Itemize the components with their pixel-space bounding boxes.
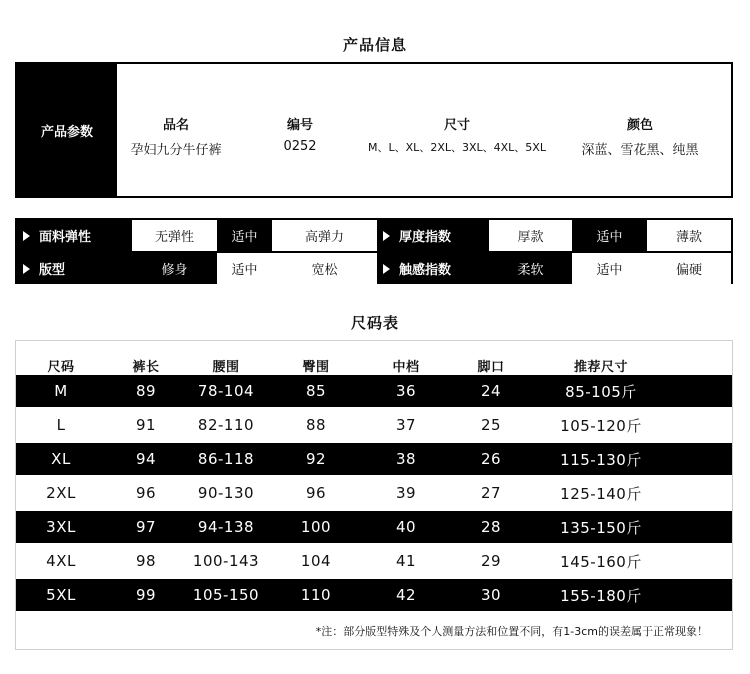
cell-rise: 42: [395, 586, 417, 604]
triangle-icon: [23, 264, 30, 274]
cell-hip: 92: [305, 450, 327, 468]
cell-size: 3XL: [46, 518, 76, 536]
cell-length: 96: [135, 484, 157, 502]
cell-rise: 37: [395, 416, 417, 434]
column-header: 尺码: [47, 359, 75, 375]
cell-hip: 110: [300, 586, 332, 604]
info-header-color: 颜色: [626, 118, 653, 133]
table-row: [16, 511, 732, 543]
table-row: [16, 545, 732, 577]
product-params-label: 产品参数: [17, 64, 117, 196]
size-table: [15, 340, 733, 650]
cell-size: L: [56, 416, 66, 434]
cell-hem: 25: [480, 416, 502, 434]
cell-rise: 41: [395, 552, 417, 570]
cell-waist: 90-130: [197, 484, 255, 502]
cell-recommended: 105-120斤: [560, 416, 642, 435]
size-chart-title: 尺码表: [350, 314, 399, 332]
cell-recommended: 115-130斤: [560, 450, 642, 469]
attr-option-selected: 修身: [132, 253, 217, 284]
cell-hem: 28: [480, 518, 502, 536]
column-header: 臀围: [302, 359, 330, 375]
table-row: [16, 579, 732, 611]
attr-option: 高弹力: [272, 220, 377, 251]
cell-waist: 82-110: [197, 416, 255, 434]
cell-hem: 26: [480, 450, 502, 468]
info-column-code: [255, 114, 345, 154]
column-header: 中档: [392, 359, 420, 375]
triangle-icon: [383, 231, 390, 241]
measurement-note: *注：部分版型特殊及个人测量方法和位置不同，有1-3cm的误差属于正常现象！: [315, 625, 708, 638]
info-header-code: 编号: [286, 118, 313, 133]
info-column-size: [362, 114, 552, 155]
cell-size: M: [54, 382, 68, 400]
cell-hem: 30: [480, 586, 502, 604]
cell-hem: 27: [480, 484, 502, 502]
cell-rise: 36: [395, 382, 417, 400]
info-header-size: 尺寸: [443, 118, 470, 133]
cell-rise: 40: [395, 518, 417, 536]
column-header: 裤长: [132, 359, 160, 375]
attr-option-selected: 柔软: [489, 253, 572, 284]
info-value-size: M、L、XL、2XL、3XL、4XL、5XL: [368, 141, 546, 154]
triangle-icon: [383, 264, 390, 274]
attr-option-selected: 适中: [572, 220, 647, 251]
info-header-name: 品名: [162, 118, 189, 133]
attr-label-fabric-elasticity: 面料弹性: [17, 220, 132, 251]
table-row: [16, 375, 732, 407]
attr-label-touch: 触感指数: [377, 253, 489, 284]
cell-length: 94: [135, 450, 157, 468]
cell-waist: 94-138: [197, 518, 255, 536]
cell-length: 89: [135, 382, 157, 400]
attr-label-fit: 版型: [17, 253, 132, 284]
cell-rise: 39: [395, 484, 417, 502]
cell-length: 97: [135, 518, 157, 536]
cell-waist: 78-104: [197, 382, 255, 400]
column-header: 脚口: [477, 359, 505, 375]
cell-size: 2XL: [46, 484, 76, 502]
product-info-title: 产品信息: [342, 36, 407, 54]
cell-recommended: 135-150斤: [560, 518, 642, 537]
cell-rise: 38: [395, 450, 417, 468]
cell-hip: 88: [305, 416, 327, 434]
attr-option: 适中: [572, 253, 647, 284]
product-info-box: [15, 62, 733, 198]
info-column-name: [121, 114, 231, 158]
cell-length: 98: [135, 552, 157, 570]
column-header: 推荐尺寸: [573, 359, 628, 375]
attr-option: 偏硬: [647, 253, 731, 284]
info-value-name: 孕妇九分牛仔裤: [130, 143, 222, 158]
cell-hip: 104: [300, 552, 332, 570]
attr-option-selected: 适中: [217, 220, 272, 251]
cell-size: XL: [51, 450, 71, 468]
attr-option: 宽松: [272, 253, 377, 284]
table-row: [16, 477, 732, 509]
cell-hip: 100: [300, 518, 332, 536]
attr-option: 适中: [217, 253, 272, 284]
info-value-code: 0252: [283, 139, 317, 154]
cell-hip: 96: [305, 484, 327, 502]
cell-waist: 86-118: [197, 450, 255, 468]
attr-option: 无弹性: [132, 220, 217, 251]
cell-recommended: 125-140斤: [560, 484, 642, 503]
cell-recommended: 145-160斤: [560, 552, 642, 571]
info-column-color: [565, 114, 715, 158]
cell-waist: 100-143: [192, 552, 260, 570]
cell-hem: 29: [480, 552, 502, 570]
attr-option: 厚款: [489, 220, 572, 251]
cell-length: 99: [135, 586, 157, 604]
cell-waist: 105-150: [192, 586, 260, 604]
cell-length: 91: [135, 416, 157, 434]
cell-recommended: 85-105斤: [565, 382, 637, 401]
info-value-color: 深蓝、雪花黑、纯黑: [581, 143, 699, 158]
cell-size: 5XL: [46, 586, 76, 604]
cell-recommended: 155-180斤: [560, 586, 642, 605]
triangle-icon: [23, 231, 30, 241]
cell-hip: 85: [305, 382, 327, 400]
column-header: 腰围: [212, 359, 240, 375]
cell-hem: 24: [480, 382, 502, 400]
attr-label-thickness: 厚度指数: [377, 220, 489, 251]
attr-option: 薄款: [647, 220, 731, 251]
table-row: [16, 443, 732, 475]
table-row: [16, 409, 732, 441]
attribute-grid: [15, 218, 733, 284]
cell-size: 4XL: [46, 552, 76, 570]
